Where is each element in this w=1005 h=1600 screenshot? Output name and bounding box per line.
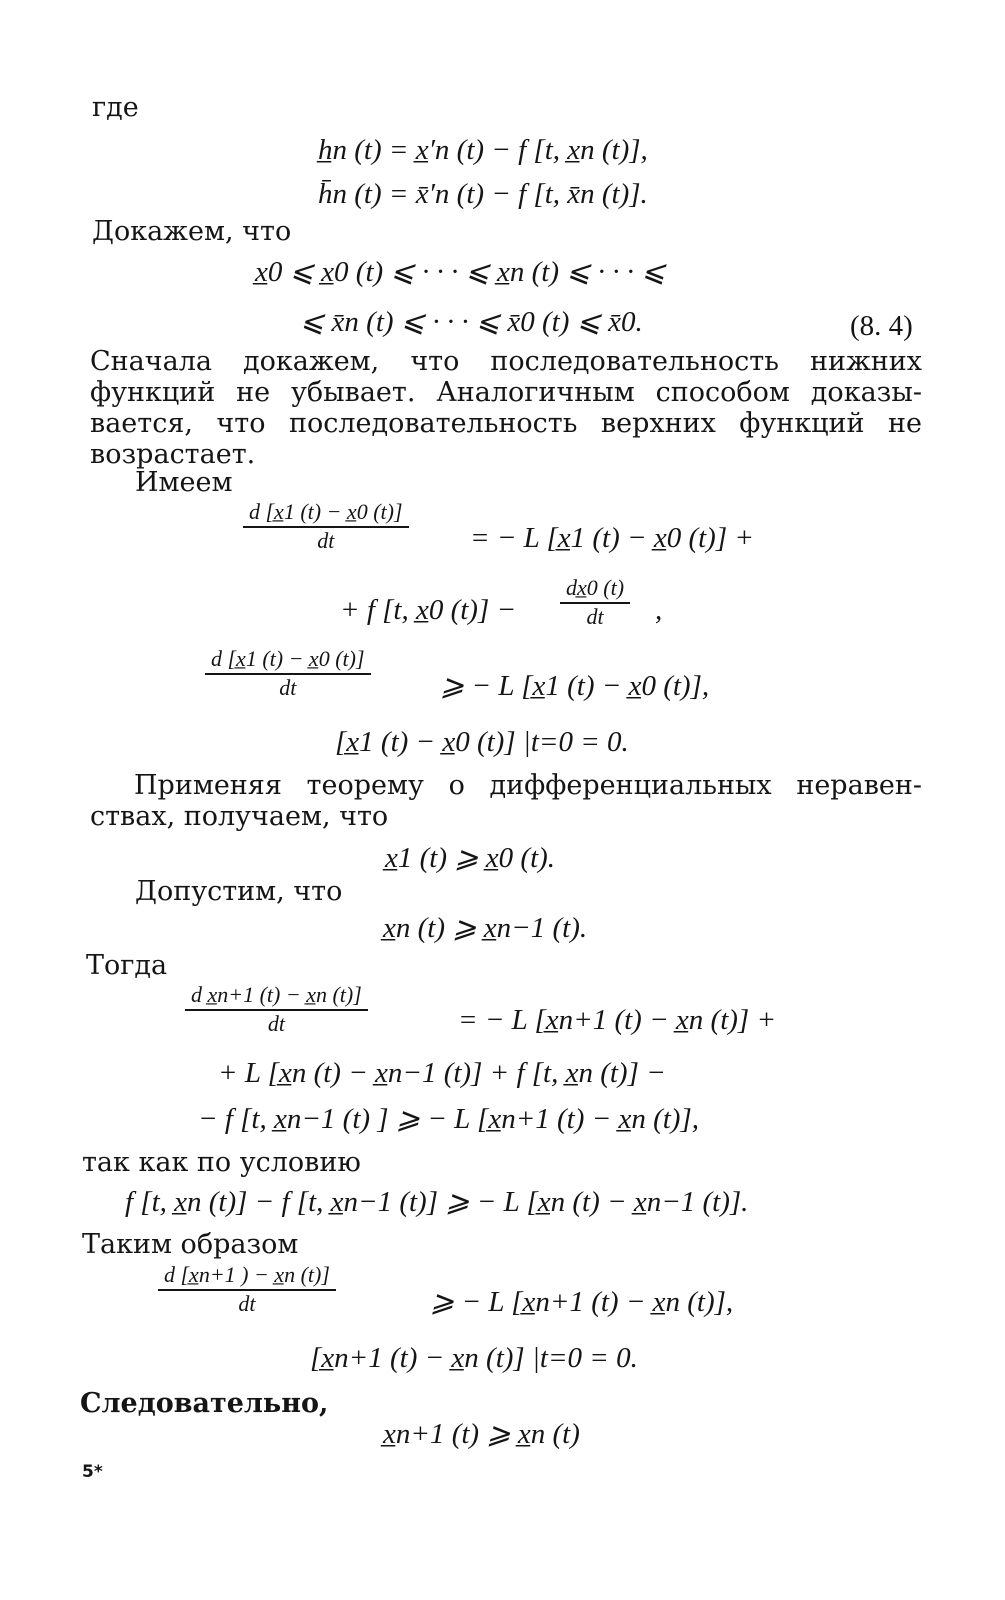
paragraph-snachala-line-4: возрастает. — [90, 439, 256, 470]
formula-condition: f [t, x̲n (t)] − f [t, x̲n−1 (t)] ⩾ − L [x̲n (t) − x̲n−1 (t)]. — [125, 1186, 749, 1218]
word-gde: где — [92, 92, 139, 123]
paragraph-primenyaya-line-2: ствах, получаем, что — [90, 801, 389, 832]
formula-initial-2: [x̲n+1 (t) − x̲n (t)] |t=0 = 0. — [310, 1342, 638, 1374]
sentence-takim: Таким образом — [82, 1229, 299, 1260]
fraction-2-numerator: d [x̲1 (t) − x̲0 (t)] — [211, 646, 365, 671]
fraction-4 — [158, 1263, 336, 1317]
word-togda: Тогда — [86, 950, 168, 981]
word-imeem: Имеем — [135, 467, 233, 498]
formula-initial-1: [x̲1 (t) − x̲0 (t)] |t=0 = 0. — [335, 726, 629, 758]
fraction-1b — [560, 576, 630, 630]
formula-3b: + L [x̲n (t) − x̲n−1 (t)] + f [t, x̲n (t)] − — [218, 1057, 666, 1089]
fraction-2 — [205, 647, 371, 701]
paragraph-snachala-line-1: Сначала докажем, что последовательность нижних — [90, 346, 922, 377]
sentence-dokazhem: Докажем, что — [92, 216, 292, 247]
formula-chain-2: ⩽ x̄n (t) ⩽ · · · ⩽ x̄0 (t) ⩽ x̄0. — [300, 306, 643, 338]
paragraph-snachala-line-3: вается, что последовательность верхних функций не — [90, 408, 922, 439]
page-number: 5* — [82, 1462, 103, 1482]
fraction-4-numerator: d [x̲n+1 ) − x̲n (t)] — [164, 1262, 330, 1287]
formula-1b-comma: , — [655, 594, 663, 626]
formula-1b-lhs: + f [t, x̲0 (t)] − — [340, 594, 517, 626]
fraction-2-denominator: dt — [279, 675, 297, 700]
formula-4-rhs: ⩾ − L [x̲n+1 (t) − x̲n (t)], — [430, 1286, 734, 1318]
fraction-1b-denominator: dt — [586, 604, 604, 629]
formula-3-rhs: = − L [x̲n+1 (t) − x̲n (t)] + — [458, 1004, 777, 1036]
formula-ineq-1: x̲1 (t) ⩾ x̲0 (t). — [385, 842, 556, 874]
fraction-4-denominator: dt — [238, 1291, 256, 1316]
sentence-dopustim: Допустим, что — [135, 876, 343, 907]
equation-number: (8. 4) — [850, 310, 913, 342]
formula-3c: − f [t, x̲n−1 (t) ] ⩾ − L [x̲n+1 (t) − x̲n (t)], — [198, 1103, 699, 1135]
sentence-tak-kak: так как по условию — [82, 1147, 361, 1178]
formula-h-lower: h̲n (t) = x̲′n (t) − f [t, x̲n (t)], — [318, 134, 648, 166]
fraction-1b-numerator: dx̲0 (t) — [566, 575, 625, 600]
fraction-3 — [185, 983, 368, 1037]
word-sledovatelno: Следовательно, — [80, 1388, 329, 1419]
formula-2-rhs: ⩾ − L [x̲1 (t) − x̲0 (t)], — [440, 670, 710, 702]
formula-h-upper: h̄n (t) = x̄′n (t) − f [t, x̄n (t)]. — [318, 178, 648, 210]
fraction-1 — [243, 500, 409, 554]
fraction-3-denominator: dt — [267, 1011, 285, 1036]
paragraph-primenyaya-line-1: Применяя теорему о дифференциальных неравен- — [134, 770, 922, 801]
fraction-1-denominator: dt — [317, 528, 335, 553]
formula-final: x̲n+1 (t) ⩾ x̲n (t) — [383, 1418, 580, 1450]
fraction-3-numerator: d x̲n+1 (t) − x̲n (t)] — [191, 982, 362, 1007]
fraction-1-numerator: d [x̲1 (t) − x̲0 (t)] — [249, 499, 403, 524]
formula-chain-1: x̲0 ⩽ x̲0 (t) ⩽ · · · ⩽ x̲n (t) ⩽ · · · ⩽ — [255, 256, 666, 288]
formula-1-rhs: = − L [x̲1 (t) − x̲0 (t)] + — [470, 522, 754, 554]
formula-ineq-n: x̲n (t) ⩾ x̲n−1 (t). — [383, 912, 588, 944]
paragraph-snachala-line-2: функций не убывает. Аналогичным способом доказы- — [90, 377, 922, 408]
